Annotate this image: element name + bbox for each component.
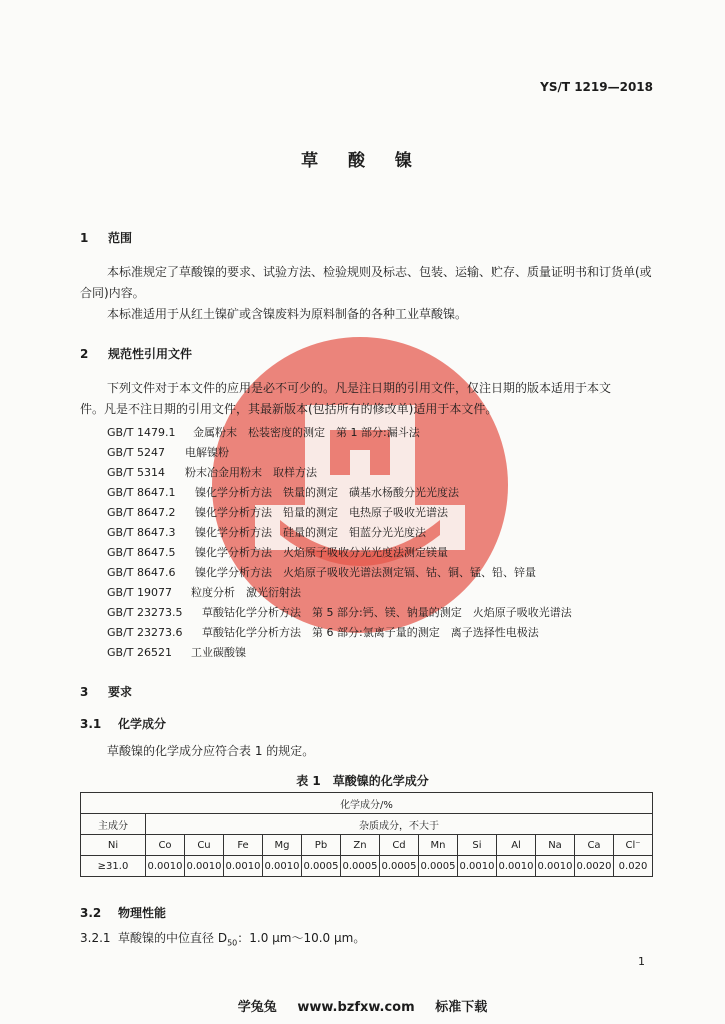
reference-code: GB/T 8647.5 — [107, 546, 176, 559]
table-cell: 0.0010 — [536, 856, 575, 877]
table-cell: 0.0005 — [419, 856, 458, 877]
footer-slogan: 标准下载 — [435, 1000, 488, 1015]
page-number: 1 — [638, 955, 645, 968]
paragraph-continuation: 合同)内容。 — [80, 286, 145, 300]
reference-title: 粉末冶金用粉末 取样方法 — [185, 466, 317, 479]
section-number: 3.1 — [80, 717, 102, 731]
reference-title: 镍化学分析方法 铁量的测定 磺基水杨酸分光光度法 — [195, 486, 459, 499]
reference-item — [107, 504, 448, 520]
table-caption: 表 1 草酸镍的化学成分 — [296, 774, 429, 788]
section-number: 1 — [80, 231, 89, 245]
reference-item — [107, 624, 539, 640]
reference-code: GB/T 8647.6 — [107, 566, 176, 579]
reference-code: GB/T 1479.1 — [107, 426, 176, 439]
reference-code: GB/T 8647.2 — [107, 506, 176, 519]
reference-code: GB/T 8647.3 — [107, 526, 176, 539]
reference-title: 草酸钴化学分析方法 第 6 部分:氯离子量的测定 离子选择性电极法 — [202, 626, 539, 639]
section-number: 3 — [80, 685, 89, 699]
table-cell: Fe — [224, 835, 263, 856]
reference-item — [107, 464, 317, 480]
reference-title: 工业碳酸镍 — [191, 646, 246, 659]
table-cell: Cu — [185, 835, 224, 856]
reference-item — [107, 424, 420, 440]
standard-code: YS/T 1219—2018 — [540, 80, 653, 94]
table-cell: Pb — [302, 835, 341, 856]
reference-item — [107, 484, 459, 500]
reference-item — [107, 544, 448, 560]
clause-3-2-1 — [80, 928, 365, 953]
reference-title: 镍化学分析方法 铅量的测定 电热原子吸收光谱法 — [195, 506, 448, 519]
reference-item — [107, 524, 426, 540]
section-title: 要求 — [108, 685, 133, 699]
footer-site-name: 学兔兔 — [237, 1000, 277, 1015]
reference-code: GB/T 5314 — [107, 466, 165, 479]
table-element-row — [81, 835, 653, 856]
section-number: 3.2 — [80, 906, 102, 920]
reference-title: 镍化学分析方法 火焰原子吸收分光光度法测定镁量 — [195, 546, 448, 559]
reference-title: 金属粉末 松装密度的测定 第 1 部分:漏斗法 — [193, 426, 420, 439]
table-cell: 0.0005 — [341, 856, 380, 877]
table-cell: Si — [458, 835, 497, 856]
reference-code: GB/T 8647.1 — [107, 486, 176, 499]
table-header-row — [81, 793, 653, 814]
reference-item — [107, 644, 246, 660]
reference-code: GB/T 19077 — [107, 586, 172, 599]
table-cell: Zn — [341, 835, 380, 856]
table-cell: Co — [146, 835, 185, 856]
paragraph: 草酸镍的化学成分应符合表 1 的规定。 — [107, 744, 315, 758]
table-cell: Na — [536, 835, 575, 856]
reference-code: GB/T 26521 — [107, 646, 172, 659]
reference-title: 电解镍粉 — [185, 446, 229, 459]
table-cell: 0.0010 — [497, 856, 536, 877]
section-title: 范围 — [108, 231, 133, 245]
subscript: 50 — [227, 938, 238, 948]
clause-text: ：1.0 μm～10.0 μm。 — [237, 931, 366, 945]
reference-title: 镍化学分析方法 火焰原子吸收光谱法测定镉、钴、铜、锰、铅、锌量 — [195, 566, 536, 579]
paragraph: 本标准规定了草酸镍的要求、试验方法、检验规则及标志、包装、运输、贮存、质量证明书和订货单(或 — [107, 265, 652, 279]
table-value-row — [81, 856, 653, 877]
reference-title: 镍化学分析方法 硅量的测定 钼蓝分光光度法 — [195, 526, 426, 539]
section-title: 物理性能 — [118, 906, 167, 920]
paragraph-continuation: 件。凡是不注日期的引用文件，其最新版本(包括所有的修改单)适用于本文件。 — [80, 402, 498, 416]
table-cell: 0.0010 — [146, 856, 185, 877]
table-cell: 0.020 — [614, 856, 653, 877]
section-3-1-heading — [80, 715, 166, 732]
table-cell: 0.0010 — [185, 856, 224, 877]
table-cell: Mn — [419, 835, 458, 856]
table-cell: 0.0010 — [458, 856, 497, 877]
reference-code: GB/T 5247 — [107, 446, 165, 459]
reference-item — [107, 564, 536, 580]
impurity-label: 杂质成分，不大于 — [146, 814, 653, 835]
paragraph: 本标准适用于从红土镍矿或含镍废料为原料制备的各种工业草酸镍。 — [107, 307, 468, 321]
reference-item — [107, 604, 572, 620]
table-cell: 0.0010 — [263, 856, 302, 877]
section-title: 化学成分 — [118, 717, 167, 731]
table-header-cell: 化学成分/% — [81, 793, 653, 814]
reference-item — [107, 444, 229, 460]
reference-code: GB/T 23273.6 — [107, 626, 183, 639]
table-cell: 0.0005 — [302, 856, 341, 877]
reference-title: 草酸钴化学分析方法 第 5 部分:钙、镁、钠量的测定 火焰原子吸收光谱法 — [202, 606, 572, 619]
section-3-heading — [80, 683, 132, 700]
clause-text: 草酸镍的中位直径 D — [118, 931, 228, 945]
footer-url[interactable]: www.bzfxw.com — [297, 1000, 415, 1015]
reference-code: GB/T 23273.5 — [107, 606, 183, 619]
table-cell: 0.0005 — [380, 856, 419, 877]
table-cell: ≥31.0 — [81, 856, 146, 877]
table-header-row — [81, 814, 653, 835]
chemical-composition-table — [80, 792, 653, 877]
table-cell: Cd — [380, 835, 419, 856]
table-cell: Cl⁻ — [614, 835, 653, 856]
table-cell: Ca — [575, 835, 614, 856]
table-cell: Ni — [81, 835, 146, 856]
table-cell: Mg — [263, 835, 302, 856]
reference-item — [107, 584, 301, 600]
section-number: 2 — [80, 347, 89, 361]
section-1-heading — [80, 229, 132, 246]
table-cell: 0.0010 — [224, 856, 263, 877]
clause-number: 3.2.1 — [80, 931, 111, 945]
table-cell: 0.0020 — [575, 856, 614, 877]
section-3-2-heading — [80, 904, 166, 921]
table-cell: Al — [497, 835, 536, 856]
paragraph: 下列文件对于本文件的应用是必不可少的。凡是注日期的引用文件，仅注日期的版本适用于本文 — [107, 381, 612, 395]
section-2-heading — [80, 345, 192, 362]
main-component-label: 主成分 — [81, 814, 146, 835]
document-title: 草 酸 镍 — [301, 151, 424, 171]
reference-title: 粒度分析 激光衍射法 — [191, 586, 301, 599]
section-title: 规范性引用文件 — [108, 347, 193, 361]
footer — [0, 996, 725, 1015]
